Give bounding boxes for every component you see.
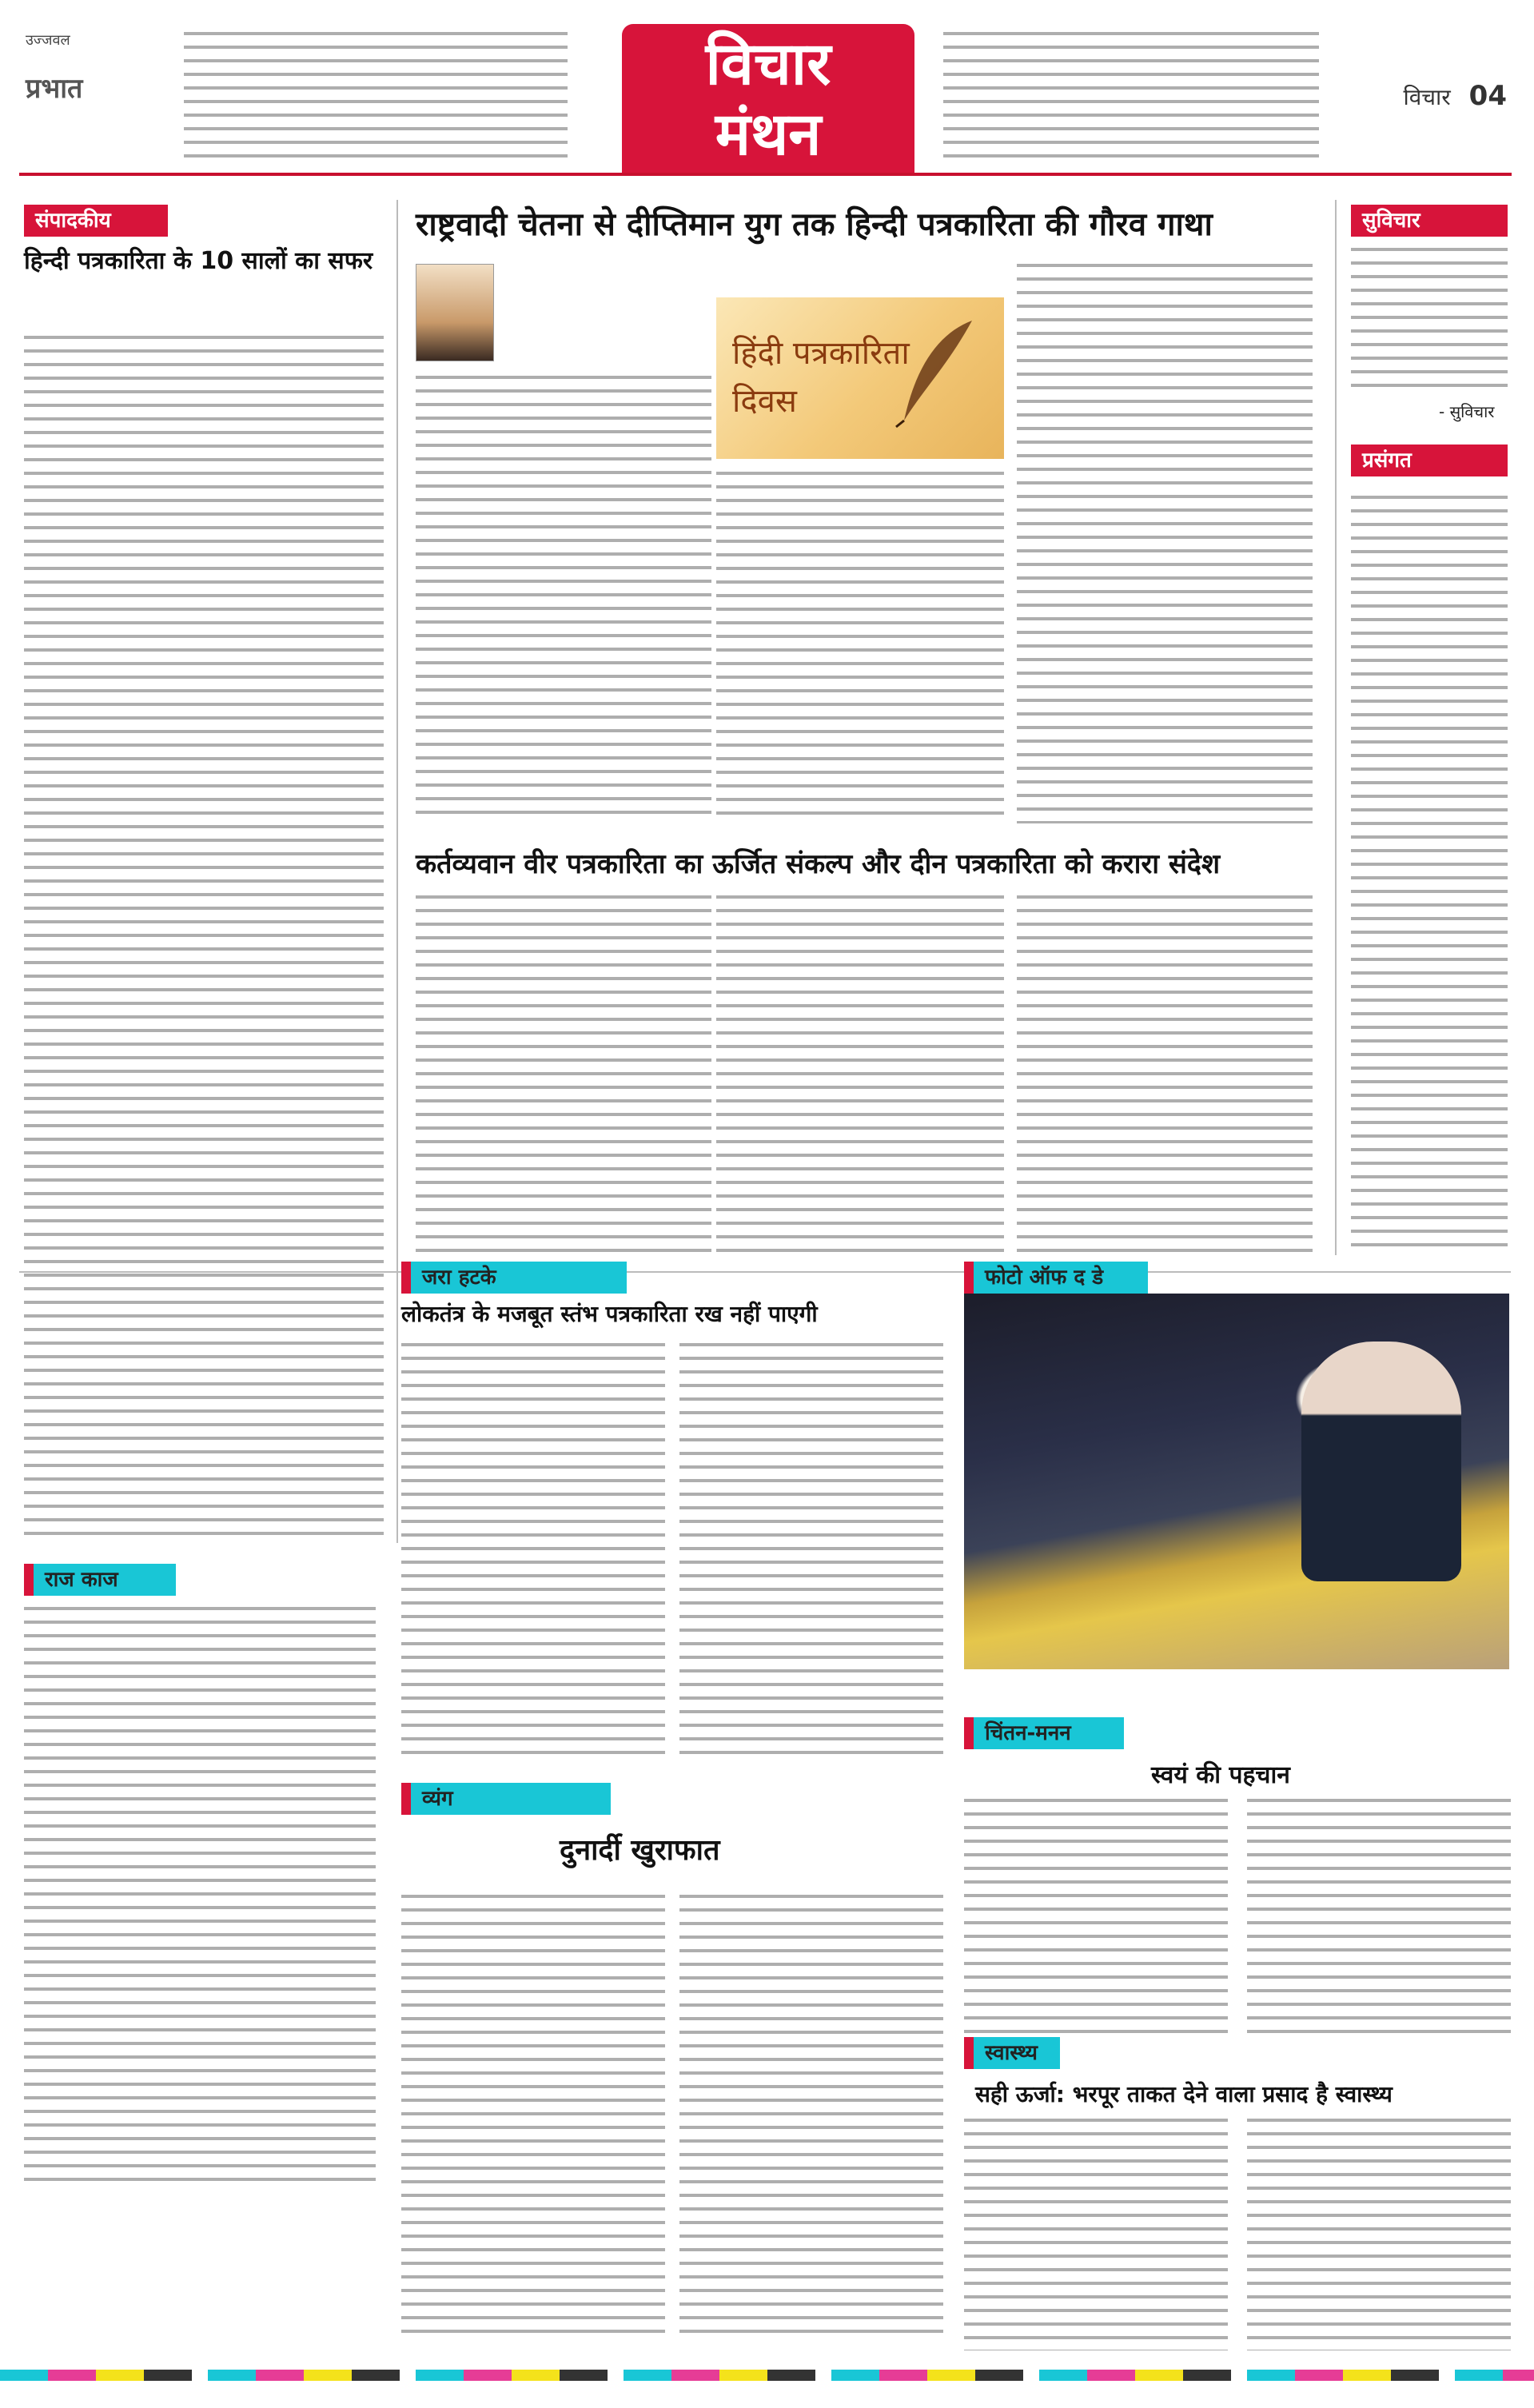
- masthead-banner: [622, 24, 914, 174]
- second-article-col3: [1017, 895, 1313, 1255]
- suvichar-signature: - सुविचार: [1439, 402, 1495, 421]
- swasthya-col1: [964, 2119, 1228, 2350]
- tag-corner: [401, 1262, 411, 1294]
- raj-kaaj-label: राज काज: [45, 1568, 118, 1592]
- vyang-col2: [679, 1895, 943, 2342]
- top-teaser-text: [184, 32, 568, 168]
- editorial-headline: हिन्दी पत्रकारिता के 10 सालों का सफर: [24, 247, 373, 275]
- tag-corner: [24, 1564, 34, 1596]
- main-article-col2: [716, 472, 1004, 823]
- vyang-headline: दुनार्दी खुराफात: [560, 1834, 720, 1867]
- masthead-line2: मंथन: [715, 100, 822, 169]
- section-tag-vyang: [401, 1783, 611, 1815]
- col-divider: [396, 200, 398, 1543]
- page-number: [1403, 80, 1507, 112]
- section-tag-chintan: [964, 1717, 1124, 1749]
- tag-corner: [401, 1783, 411, 1815]
- section-tag-editorial: संपादकीय: [24, 205, 168, 237]
- suvichar-text: [1351, 248, 1508, 392]
- swasthya-col2: [1247, 2119, 1511, 2350]
- section-tag-suvichar: सुविचार: [1351, 205, 1508, 237]
- tag-corner: [964, 1262, 974, 1294]
- page-number-value: 04: [1468, 80, 1507, 112]
- main-headline: राष्ट्रवादी चेतना से दीप्तिमान युग तक हिन्दी पत्रकारिता की गौरव गाथा: [416, 206, 1213, 243]
- chintan-headline: स्वयं की पहचान: [1151, 1761, 1290, 1789]
- quill-pen-icon: [892, 317, 980, 429]
- hatke-col1: [401, 1343, 665, 1759]
- second-headline: कर्तव्यवान वीर पत्रकारिता का ऊर्जित संकल्प और दीन पत्रकारिता को करारा संदेश: [416, 848, 1221, 880]
- author-photo: [416, 264, 494, 361]
- chintan-label: चिंतन-मनन: [985, 1721, 1071, 1745]
- color-registration-bar: [0, 2370, 1534, 2381]
- top-right-teaser: [943, 32, 1319, 168]
- page-label: विचार: [1403, 84, 1451, 110]
- photo-of-the-day: [964, 1294, 1509, 1669]
- main-article-col1: [416, 376, 711, 823]
- hatke-col2: [679, 1343, 943, 1759]
- photo-subject: [1301, 1342, 1461, 1581]
- second-article-col1: [416, 895, 711, 1255]
- swasthya-label: स्वास्थ्य: [985, 2041, 1038, 2065]
- hatke-headline: लोकतंत्र के मजबूत स्तंभ पत्रकारिता रख नहीं पाएगी: [401, 1301, 818, 1327]
- tag-corner: [964, 2037, 974, 2069]
- logo-text: उज्जवल: [26, 32, 70, 49]
- second-article-col2: [716, 895, 1004, 1255]
- main-article-col3: [1017, 264, 1313, 823]
- vyang-label: व्यंग: [422, 1787, 453, 1811]
- raj-kaaj-text: [24, 1607, 376, 2191]
- chintan-col1: [964, 1799, 1228, 2039]
- newspaper-logo: [26, 30, 169, 150]
- section-tag-photo-of-day: [964, 1262, 1148, 1294]
- logo-sub: प्रभात: [26, 73, 83, 105]
- swasthya-headline: सही ऊर्जा: भरपूर ताकत देने वाला प्रसाद है स्वास्थ्य: [975, 2081, 1393, 2107]
- section-tag-prasang: प्रसंगत: [1351, 445, 1508, 476]
- section-tag-swasthya: [964, 2037, 1060, 2069]
- hindi-journalism-day-art: [716, 297, 1004, 459]
- section-divider: [19, 1271, 1511, 1273]
- prasang-text: [1351, 496, 1508, 1255]
- vyang-col1: [401, 1895, 665, 2342]
- art-label: हिंदी पत्रकारिता दिवस: [732, 335, 910, 420]
- section-tag-jara-hatke: [401, 1262, 627, 1294]
- jara-hatke-label: जरा हटके: [422, 1266, 496, 1290]
- section-tag-raj-kaaj: [24, 1564, 176, 1596]
- tag-corner: [964, 1717, 974, 1749]
- photo-of-day-label: फोटो ऑफ द डे: [985, 1266, 1104, 1290]
- header-rule: [19, 173, 1512, 176]
- right-col-divider: [1335, 200, 1337, 1255]
- chintan-col2: [1247, 1799, 1511, 2039]
- editorial-body: [24, 336, 384, 1535]
- masthead-line1: विचार: [705, 30, 831, 98]
